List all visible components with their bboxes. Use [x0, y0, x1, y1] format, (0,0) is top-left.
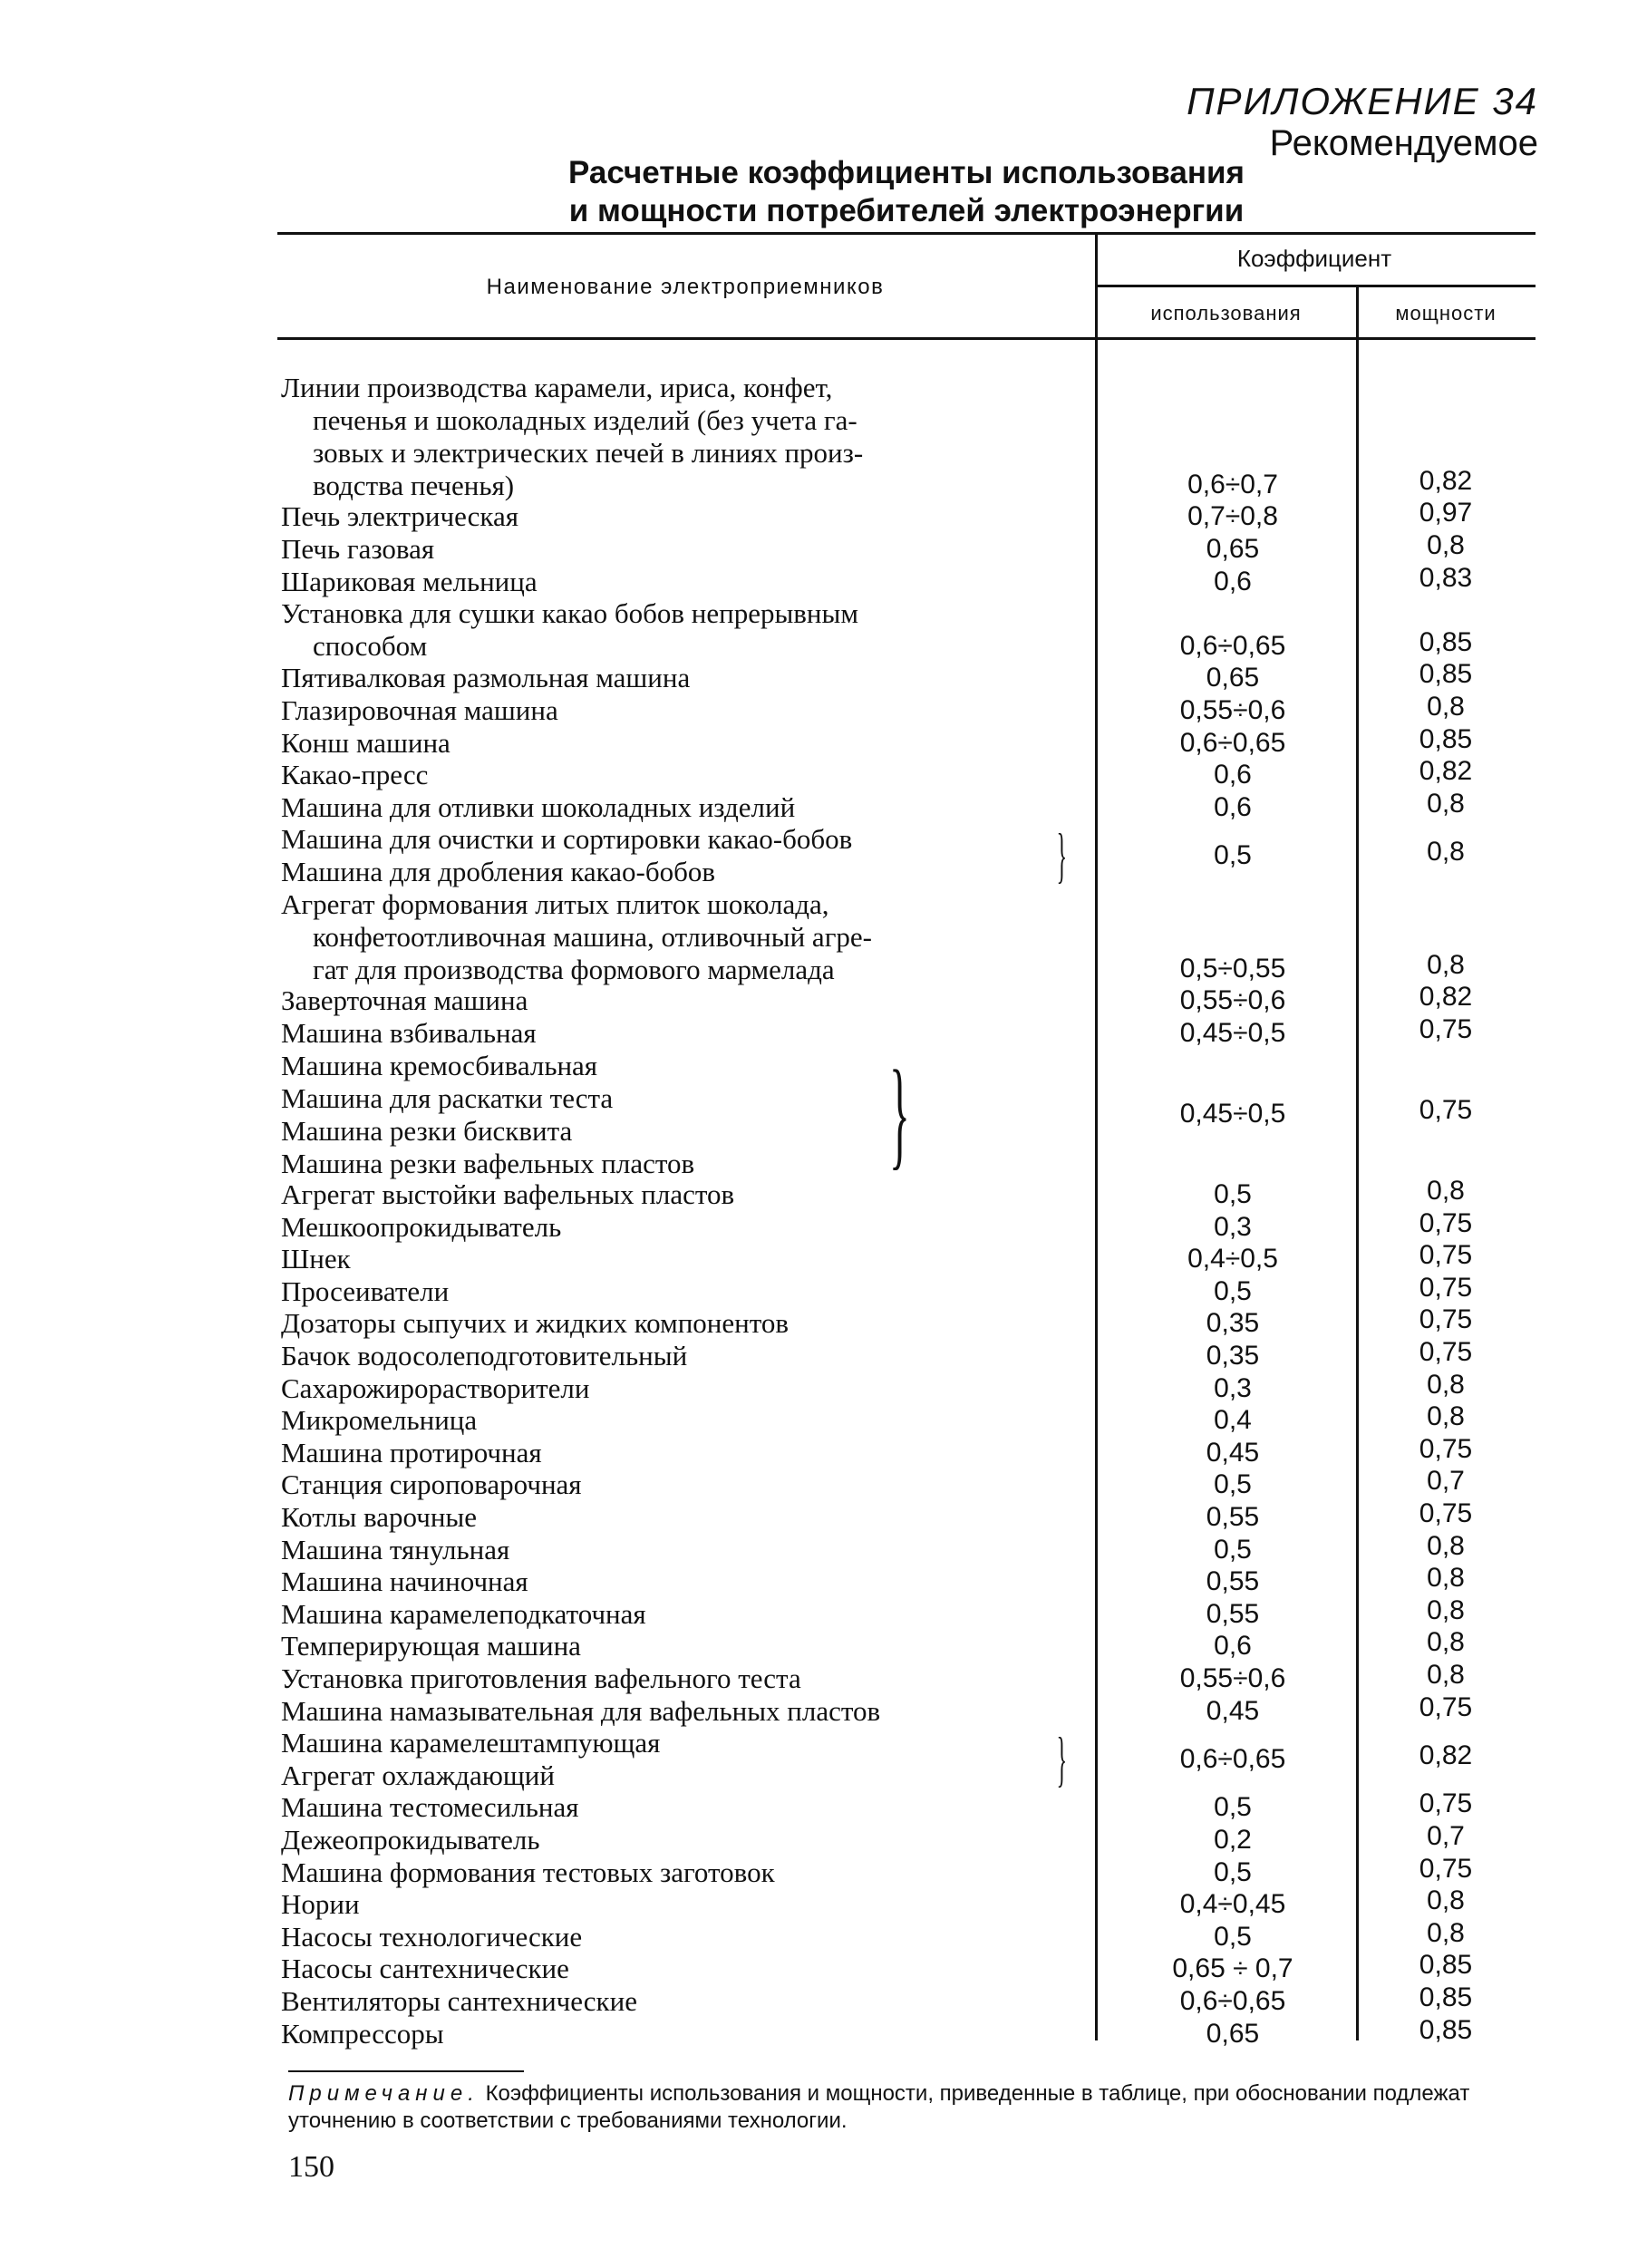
- row-name-line: Шнек: [281, 1243, 351, 1275]
- row-name-line: Машина для отливки шоколадных изделий: [281, 790, 796, 823]
- row-name: [281, 1340, 687, 1372]
- row-name-line: Нории: [281, 1888, 360, 1921]
- usage-value: 0,45÷0,5: [1179, 1018, 1286, 1048]
- power-value: 0,85: [1419, 659, 1473, 690]
- usage-value: 0,5: [1214, 1469, 1252, 1500]
- usage-value: 0,35: [1206, 1341, 1260, 1371]
- row-name: [281, 1534, 509, 1566]
- power-value: 0,75: [1419, 1433, 1473, 1464]
- row-name-line: гат для производства формового мармелада: [313, 953, 835, 985]
- usage-value: 0,55÷0,6: [1179, 695, 1286, 725]
- col-divider-coef: [1356, 285, 1359, 2040]
- power-value: 0,8: [1427, 1917, 1465, 1948]
- usage-value: 0,55: [1206, 1502, 1260, 1532]
- row-name: [281, 823, 852, 888]
- row-name-line: Установка для сушки какао бобов непрерывным: [281, 597, 858, 630]
- power-value: 0,75: [1419, 1094, 1473, 1125]
- usage-value: 0,6÷0,65: [1179, 630, 1286, 661]
- row-name: [281, 1791, 578, 1824]
- footnote: [288, 2080, 1539, 2135]
- row-name-line: Какао-пресс: [281, 759, 429, 791]
- usage-value: 0,3: [1214, 1372, 1252, 1403]
- usage-value: 0,5: [1214, 1921, 1252, 1952]
- power-value: 0,75: [1419, 1014, 1473, 1044]
- title-line-2: и мощности потребителей электроэнергии: [568, 193, 1245, 228]
- usage-value: 0,6: [1214, 760, 1252, 790]
- power-value: 0,8: [1427, 1627, 1465, 1658]
- usage-value: 0,7÷0,8: [1187, 501, 1278, 532]
- row-name-line: конфетоотливочная машина, отливочный агре-: [313, 920, 872, 953]
- row-name-line: Машина кремосбивальная: [281, 1049, 598, 1081]
- row-name-line: Машина карамелештампующая: [281, 1727, 661, 1759]
- row-name-line: Машина резки бисквита: [281, 1114, 573, 1147]
- usage-value: 0,6÷0,7: [1187, 469, 1278, 499]
- usage-value: 0,35: [1206, 1308, 1260, 1339]
- power-value: 0,85: [1419, 626, 1473, 657]
- usage-value: 0,65 ÷ 0,7: [1172, 1953, 1293, 1984]
- row-name-line: Дежеопрокидыватель: [281, 1824, 540, 1856]
- power-value: 0,8: [1427, 1401, 1465, 1432]
- table-top-rule: [277, 232, 1536, 235]
- usage-value: 0,55÷0,6: [1179, 985, 1286, 1016]
- usage-value: 0,5: [1214, 1534, 1252, 1565]
- power-value: 0,97: [1419, 498, 1473, 528]
- row-name-line: Сахарожирорастворители: [281, 1371, 590, 1404]
- power-value: 0,82: [1419, 1740, 1473, 1770]
- row-name: [281, 1921, 582, 1953]
- row-name: [281, 500, 518, 533]
- row-name-line: Машина для раскатки теста: [281, 1081, 614, 1114]
- group-brace: }: [889, 1045, 910, 1181]
- group-brace: }: [1056, 1724, 1068, 1794]
- row-name: [281, 1050, 694, 1180]
- row-name-line: Машина взбивальная: [281, 1017, 537, 1049]
- row-name: [281, 1178, 734, 1211]
- usage-value: 0,6: [1214, 1631, 1252, 1662]
- usage-value: 0,4÷0,45: [1179, 1889, 1286, 1920]
- power-value: 0,8: [1427, 949, 1465, 980]
- note-label: Примечание.: [288, 2081, 480, 2106]
- power-value: 0,85: [1419, 723, 1473, 754]
- row-name-line: Агрегат формования литых плиток шоколада,: [281, 887, 829, 920]
- usage-value: 0,6: [1214, 791, 1252, 822]
- power-value: 0,75: [1419, 1788, 1473, 1819]
- usage-value: 0,65: [1206, 663, 1260, 693]
- row-name: [281, 566, 538, 598]
- power-value: 0,8: [1427, 1660, 1465, 1690]
- power-value: 0,8: [1427, 1594, 1465, 1625]
- table-header-rule: [277, 337, 1536, 340]
- row-name: [281, 1275, 449, 1308]
- header-power: мощности: [1395, 302, 1497, 325]
- row-name: [281, 2018, 444, 2050]
- row-name: [281, 1727, 660, 1792]
- power-value: 0,8: [1427, 530, 1465, 560]
- row-name: [281, 1985, 637, 2018]
- row-name: [281, 1598, 646, 1631]
- usage-value: 0,2: [1214, 1825, 1252, 1855]
- row-name: [281, 1017, 537, 1050]
- usage-value: 0,5: [1214, 1792, 1252, 1823]
- power-value: 0,8: [1427, 1369, 1465, 1400]
- row-name: [281, 791, 795, 824]
- usage-value: 0,5÷0,55: [1179, 953, 1286, 984]
- row-name-line: Темперирующая машина: [281, 1630, 581, 1662]
- power-value: 0,8: [1427, 692, 1465, 722]
- row-name-line: Машина карамелеподкаточная: [281, 1597, 646, 1630]
- note-text: Коэффициенты использования и мощности, приведенные в таблице, при обосновании подлежат уточнению в соответствии с требованиями технологии.: [288, 2081, 1470, 2133]
- power-value: 0,75: [1419, 1272, 1473, 1303]
- row-name-line: Машина тянульная: [281, 1533, 510, 1565]
- power-value: 0,8: [1427, 1530, 1465, 1561]
- row-name: [281, 1888, 360, 1921]
- row-name-line: Агрегат выстойки вафельных пластов: [281, 1178, 735, 1210]
- row-name: [281, 1501, 477, 1534]
- row-name-line: Машина для дробления какао-бобов: [281, 856, 716, 888]
- coef-subheader-rule: [1097, 285, 1536, 287]
- row-name-line: Просеиватели: [281, 1275, 450, 1307]
- row-name: [281, 1953, 569, 1985]
- power-value: 0,83: [1419, 562, 1473, 593]
- usage-value: 0,3: [1214, 1211, 1252, 1242]
- usage-value: 0,6: [1214, 566, 1252, 596]
- usage-value: 0,45÷0,5: [1179, 1098, 1286, 1129]
- row-name-line: способом: [313, 630, 428, 663]
- row-name-line: Пятивалковая размольная машина: [281, 662, 691, 694]
- usage-value: 0,55: [1206, 1598, 1260, 1629]
- row-name: [281, 1695, 880, 1728]
- power-value: 0,85: [1419, 1982, 1473, 2012]
- usage-value: 0,4: [1214, 1405, 1252, 1436]
- power-value: 0,75: [1419, 1337, 1473, 1367]
- row-name-line: Машина тестомесильная: [281, 1791, 579, 1824]
- row-name: [281, 1243, 351, 1275]
- appendix-label: ПРИЛОЖЕНИЕ 34: [1187, 80, 1538, 122]
- power-value: 0,75: [1419, 1691, 1473, 1722]
- row-name: [281, 372, 863, 502]
- power-value: 0,82: [1419, 756, 1473, 787]
- row-name: [281, 1662, 801, 1695]
- power-value: 0,75: [1419, 1853, 1473, 1884]
- power-value: 0,82: [1419, 465, 1473, 496]
- power-value: 0,8: [1427, 1563, 1465, 1594]
- row-name-line: Вентиляторы сантехнические: [281, 1985, 637, 2017]
- row-name-line: Машина резки вафельных пластов: [281, 1147, 695, 1179]
- col-divider-name: [1095, 232, 1098, 2040]
- usage-value: 0,5: [1214, 1179, 1252, 1209]
- power-value: 0,85: [1419, 1950, 1473, 1981]
- power-value: 0,75: [1419, 1498, 1473, 1528]
- power-value: 0,85: [1419, 2014, 1473, 2045]
- page-number: 150: [288, 2150, 334, 2184]
- row-name-line: Компрессоры: [281, 2017, 444, 2050]
- power-value: 0,8: [1427, 1885, 1465, 1916]
- row-name-line: Дозаторы сыпучих и жидких компонентов: [281, 1307, 790, 1340]
- usage-value: 0,4÷0,5: [1187, 1244, 1278, 1275]
- row-name: [281, 727, 451, 760]
- power-value: 0,8: [1427, 788, 1465, 819]
- power-value: 0,75: [1419, 1207, 1473, 1238]
- row-name: [281, 1404, 477, 1437]
- row-name-line: водства печенья): [313, 470, 515, 501]
- row-name: [281, 1307, 789, 1340]
- row-name: [281, 1211, 561, 1244]
- usage-value: 0,5: [1214, 1275, 1252, 1306]
- note-rule: [288, 2070, 524, 2072]
- row-name-line: Машина начиночная: [281, 1565, 528, 1598]
- header-coefficient: Коэффициент: [1236, 245, 1392, 272]
- power-value: 0,8: [1427, 837, 1465, 867]
- row-name-line: Конш машина: [281, 726, 451, 759]
- row-name: [281, 1824, 540, 1856]
- usage-value: 0,55: [1206, 1566, 1260, 1597]
- row-name: [281, 1437, 542, 1469]
- row-name-line: Агрегат охлаждающий: [281, 1759, 555, 1792]
- row-name-line: Печь газовая: [281, 533, 435, 565]
- row-name: [281, 1856, 775, 1889]
- row-name-line: Станция сироповарочная: [281, 1468, 582, 1501]
- row-name-line: Машина намазывательная для вафельных пластов: [281, 1694, 881, 1727]
- usage-value: 0,5: [1214, 840, 1252, 871]
- row-name-line: зовых и электрических печей в линиях произ-: [313, 437, 864, 469]
- power-value: 0,7: [1427, 1821, 1465, 1851]
- row-name: [281, 984, 528, 1017]
- row-name-line: Шариковая мельница: [281, 565, 538, 597]
- power-value: 0,75: [1419, 1240, 1473, 1271]
- row-name-line: Заверточная машина: [281, 984, 528, 1017]
- row-name-line: Установка приготовления вафельного теста: [281, 1662, 801, 1694]
- row-name-line: Печь электрическая: [281, 500, 518, 533]
- row-name: [281, 1630, 581, 1662]
- row-name-line: Микромельница: [281, 1404, 478, 1437]
- row-name-line: Насосы сантехнические: [281, 1953, 569, 1985]
- header-usage: использования: [1150, 302, 1302, 325]
- power-value: 0,75: [1419, 1304, 1473, 1335]
- row-name: [281, 1468, 582, 1501]
- usage-value: 0,45: [1206, 1437, 1260, 1468]
- page-title: [453, 154, 1360, 230]
- row-name: [281, 1372, 589, 1405]
- row-name-line: Насосы технологические: [281, 1920, 583, 1953]
- usage-value: 0,45: [1206, 1695, 1260, 1726]
- row-name-line: Мешкоопрокидыватель: [281, 1210, 562, 1243]
- usage-value: 0,65: [1206, 534, 1260, 564]
- usage-value: 0,6÷0,65: [1179, 1743, 1286, 1774]
- row-name: [281, 1565, 528, 1598]
- usage-value: 0,5: [1214, 1856, 1252, 1887]
- row-name-line: Бачок водосолеподготовительный: [281, 1340, 688, 1371]
- usage-value: 0,55÷0,6: [1179, 1663, 1286, 1693]
- row-name-line: Котлы варочные: [281, 1501, 478, 1533]
- usage-value: 0,6÷0,65: [1179, 1986, 1286, 2016]
- row-name: [281, 694, 558, 727]
- power-value: 0,7: [1427, 1466, 1465, 1497]
- row-name: [281, 597, 858, 663]
- row-name: [281, 759, 428, 791]
- row-name: [281, 888, 872, 986]
- power-value: 0,8: [1427, 1176, 1465, 1206]
- row-name-line: печенья и шоколадных изделий (без учета га-: [313, 404, 857, 436]
- row-name-line: Машина для очистки и сортировки какао-бобов: [281, 823, 853, 856]
- group-brace: }: [1056, 820, 1068, 890]
- header-name: Наименование электроприемников: [486, 275, 885, 299]
- title-line-1: Расчетные коэффициенты использования: [568, 155, 1245, 190]
- usage-value: 0,65: [1206, 2018, 1260, 2049]
- power-value: 0,82: [1419, 982, 1473, 1013]
- row-name-line: Глазировочная машина: [281, 694, 558, 726]
- row-name: [281, 662, 690, 694]
- row-name-line: Линии производства карамели, ириса, конфет,: [281, 372, 833, 403]
- recommended-label: Рекомендуемое: [1269, 123, 1538, 163]
- row-name-line: Машина протирочная: [281, 1436, 542, 1468]
- row-name-line: Машина формования тестовых заготовок: [281, 1856, 775, 1888]
- row-name: [281, 533, 434, 566]
- usage-value: 0,6÷0,65: [1179, 727, 1286, 758]
